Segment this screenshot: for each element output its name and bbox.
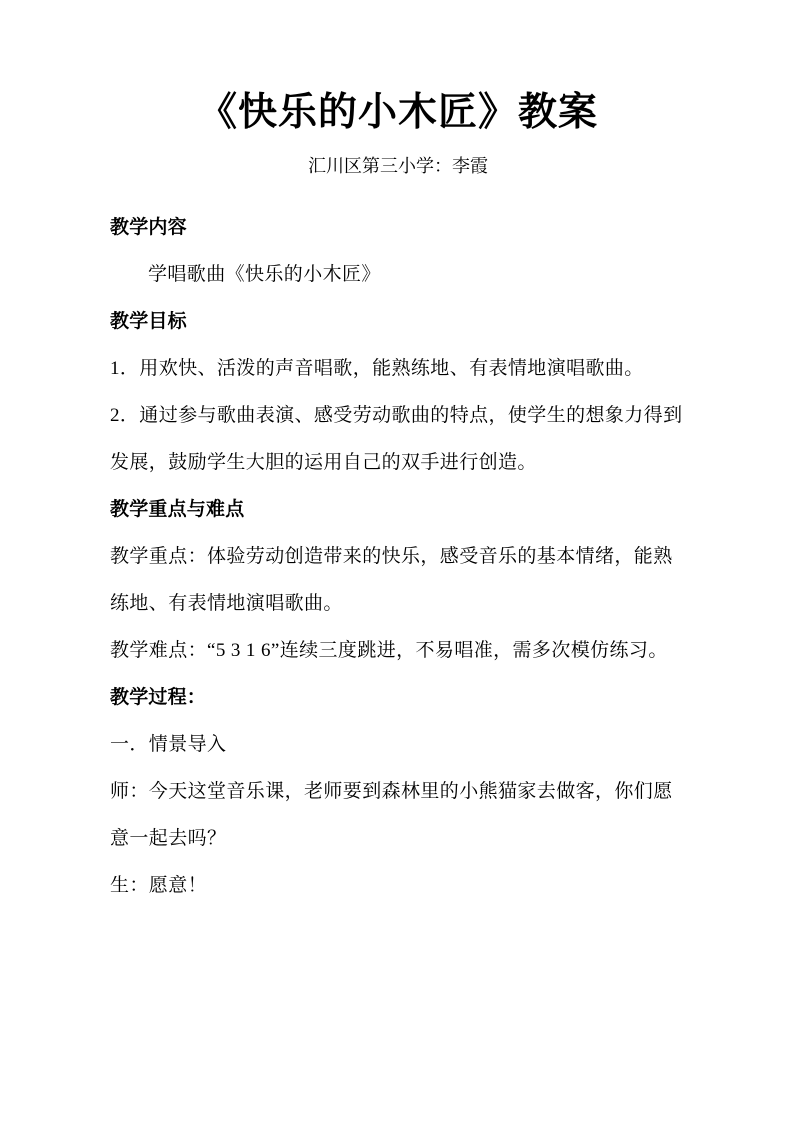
list-item-objective-2: 2．通过参与歌曲表演、感受劳动歌曲的特点，使学生的想象力得到发展，鼓励学生大胆的运用自己的双手进行创造。 <box>110 405 683 473</box>
paragraph-dialogue-teacher: 师：今天这堂音乐课，老师要到森林里的小熊猫家去做客，你们愿意一起去吗？ <box>110 781 673 849</box>
heading-teaching-content: 教学内容 <box>110 217 187 238</box>
subheading-process-step-1: 一．情景导入 <box>110 734 227 755</box>
paragraph-dialogue-student: 生：愿意！ <box>110 875 208 896</box>
heading-key-and-difficult-points: 教学重点与难点 <box>110 499 245 520</box>
heading-teaching-process: 教学过程： <box>110 687 207 708</box>
list-item-objective-1: 1．用欢快、活泼的声音唱歌，能熟练地、有表情地演唱歌曲。 <box>110 358 644 379</box>
paragraph-difficult-point: 教学难点：“5 3 1 6”连续三度跳进，不易唱准，需多次模仿练习。 <box>110 640 668 661</box>
paragraph-teaching-content: 学唱歌曲《快乐的小木匠》 <box>148 264 381 285</box>
page-title: 《快乐的小木匠》教案 <box>197 91 598 134</box>
document-subtitle-author: 汇川区第三小学：李霞 <box>308 156 488 177</box>
heading-teaching-objectives: 教学目标 <box>110 311 187 332</box>
document-content <box>110 0 686 909</box>
paragraph-key-point: 教学重点：体验劳动创造带来的快乐，感受音乐的基本情绪，能熟练地、有表情地演唱歌曲。 <box>110 546 673 614</box>
document-body <box>110 182 686 909</box>
